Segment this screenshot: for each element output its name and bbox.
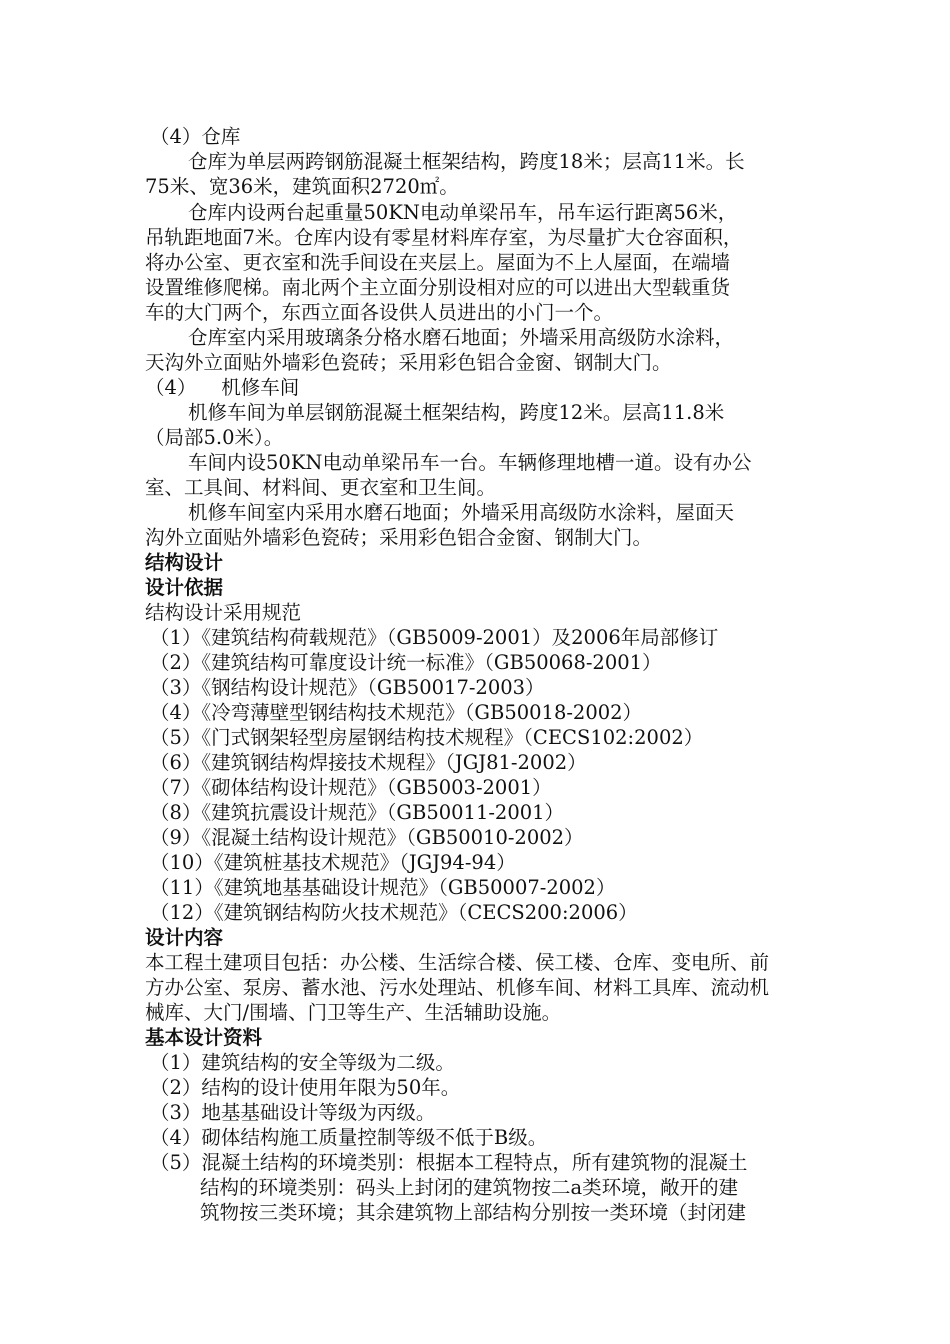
paragraph-line: 车的大门两个，东西立面各设供人员进出的小门一个。	[145, 301, 614, 324]
code-list-item: （6）《建筑钢结构焊接技术规程》（JGJ81-2002）	[150, 751, 587, 774]
paragraph-line: 室、工具间、材料间、更衣室和卫生间。	[145, 476, 497, 499]
subheading-codes: 结构设计采用规范	[145, 601, 302, 624]
paragraph-line: 天沟外立面贴外墙彩色瓷砖；采用彩色铝合金窗、钢制大门。	[145, 351, 672, 374]
paragraph-line: 设置维修爬梯。南北两个主立面分别设相对应的可以进出大型载重货	[145, 276, 731, 299]
paragraph-line: 75米、宽36米，建筑面积2720㎡。	[145, 175, 459, 198]
paragraph-line: 仓库内设两台起重量50KN电动单梁吊车，吊车运行距离56米，	[188, 201, 738, 224]
code-list-item: （3）《钢结构设计规范》（GB50017-2003）	[150, 676, 545, 699]
paragraph-line: 本工程土建项目包括：办公楼、生活综合楼、侯工楼、仓库、变电所、前	[145, 951, 770, 974]
paragraph-line: 车间内设50KN电动单梁吊车一台。车辆修理地槽一道。设有办公	[188, 451, 752, 474]
paragraph-line: 机修车间为单层钢筋混凝土框架结构，跨度12米。层高11.8米	[188, 401, 725, 424]
section-heading-warehouse: （4）仓库	[150, 125, 241, 148]
code-list-item: （4）《冷弯薄壁型钢结构技术规范》（GB50018-2002）	[150, 701, 643, 724]
code-list-item: （1）《建筑结构荷载规范》（GB5009-2001）及2006年局部修订	[150, 626, 719, 649]
heading-basic-design-data: 基本设计资料	[145, 1026, 263, 1049]
code-list-item: （2）《建筑结构可靠度设计统一标准》（GB50068-2001）	[150, 651, 662, 674]
paragraph-line: 械库、大门/围墙、门卫等生产、生活辅助设施。	[145, 1001, 562, 1024]
design-data-item: （4）砌体结构施工质量控制等级不低于B级。	[150, 1126, 548, 1149]
heading-design-content: 设计内容	[145, 926, 224, 949]
paragraph-line: 仓库为单层两跨钢筋混凝土框架结构，跨度18米；层高11米。长	[188, 150, 745, 173]
code-list-item: （12）《建筑钢结构防火技术规范》（CECS200:2006）	[150, 901, 638, 924]
design-data-item-continuation: 结构的环境类别：码头上封闭的建筑物按二a类环境，敞开的建	[200, 1176, 739, 1199]
design-data-item-continuation: 筑物按三类环境；其余建筑物上部结构分别按一类环境（封闭建	[200, 1201, 747, 1224]
paragraph-line: （局部5.0米）。	[145, 426, 284, 449]
code-list-item: （7）《砌体结构设计规范》（GB5003-2001）	[150, 776, 552, 799]
heading-design-basis: 设计依据	[145, 576, 224, 599]
design-data-item: （5）混凝土结构的环境类别：根据本工程特点，所有建筑物的混凝土	[150, 1151, 748, 1174]
paragraph-line: 方办公室、泵房、蓄水池、污水处理站、机修车间、材料工具库、流动机	[145, 976, 770, 999]
paragraph-line: 将办公室、更衣室和洗手间设在夹层上。屋面为不上人屋面，在端墙	[145, 251, 731, 274]
code-list-item: （5）《门式钢架轻型房屋钢结构技术规程》（CECS102:2002）	[150, 726, 704, 749]
design-data-item: （2）结构的设计使用年限为50年。	[150, 1076, 461, 1099]
paragraph-line: 仓库室内采用玻璃条分格水磨石地面；外墙采用高级防水涂料，	[188, 326, 735, 349]
paragraph-line: 沟外立面贴外墙彩色瓷砖；采用彩色铝合金窗、钢制大门。	[145, 526, 653, 549]
code-list-item: （11）《建筑地基基础设计规范》（GB50007-2002）	[150, 876, 616, 899]
paragraph-line: 机修车间室内采用水磨石地面；外墙采用高级防水涂料，屋面天	[188, 501, 735, 524]
heading-structural-design: 结构设计	[145, 551, 224, 574]
code-list-item: （8）《建筑抗震设计规范》（GB50011-2001）	[150, 801, 565, 824]
design-data-item: （3）地基基础设计等级为丙级。	[150, 1101, 436, 1124]
section-heading-repair-workshop: （4） 机修车间	[145, 376, 300, 399]
paragraph-line: 吊轨距地面7米。仓库内设有零星材料库存室，为尽量扩大仓容面积，	[145, 226, 743, 249]
code-list-item: （9）《混凝土结构设计规范》（GB50010-2002）	[150, 826, 584, 849]
design-data-item: （1）建筑结构的安全等级为二级。	[150, 1051, 455, 1074]
code-list-item: （10）《建筑桩基技术规范》（JGJ94-94）	[150, 851, 516, 874]
